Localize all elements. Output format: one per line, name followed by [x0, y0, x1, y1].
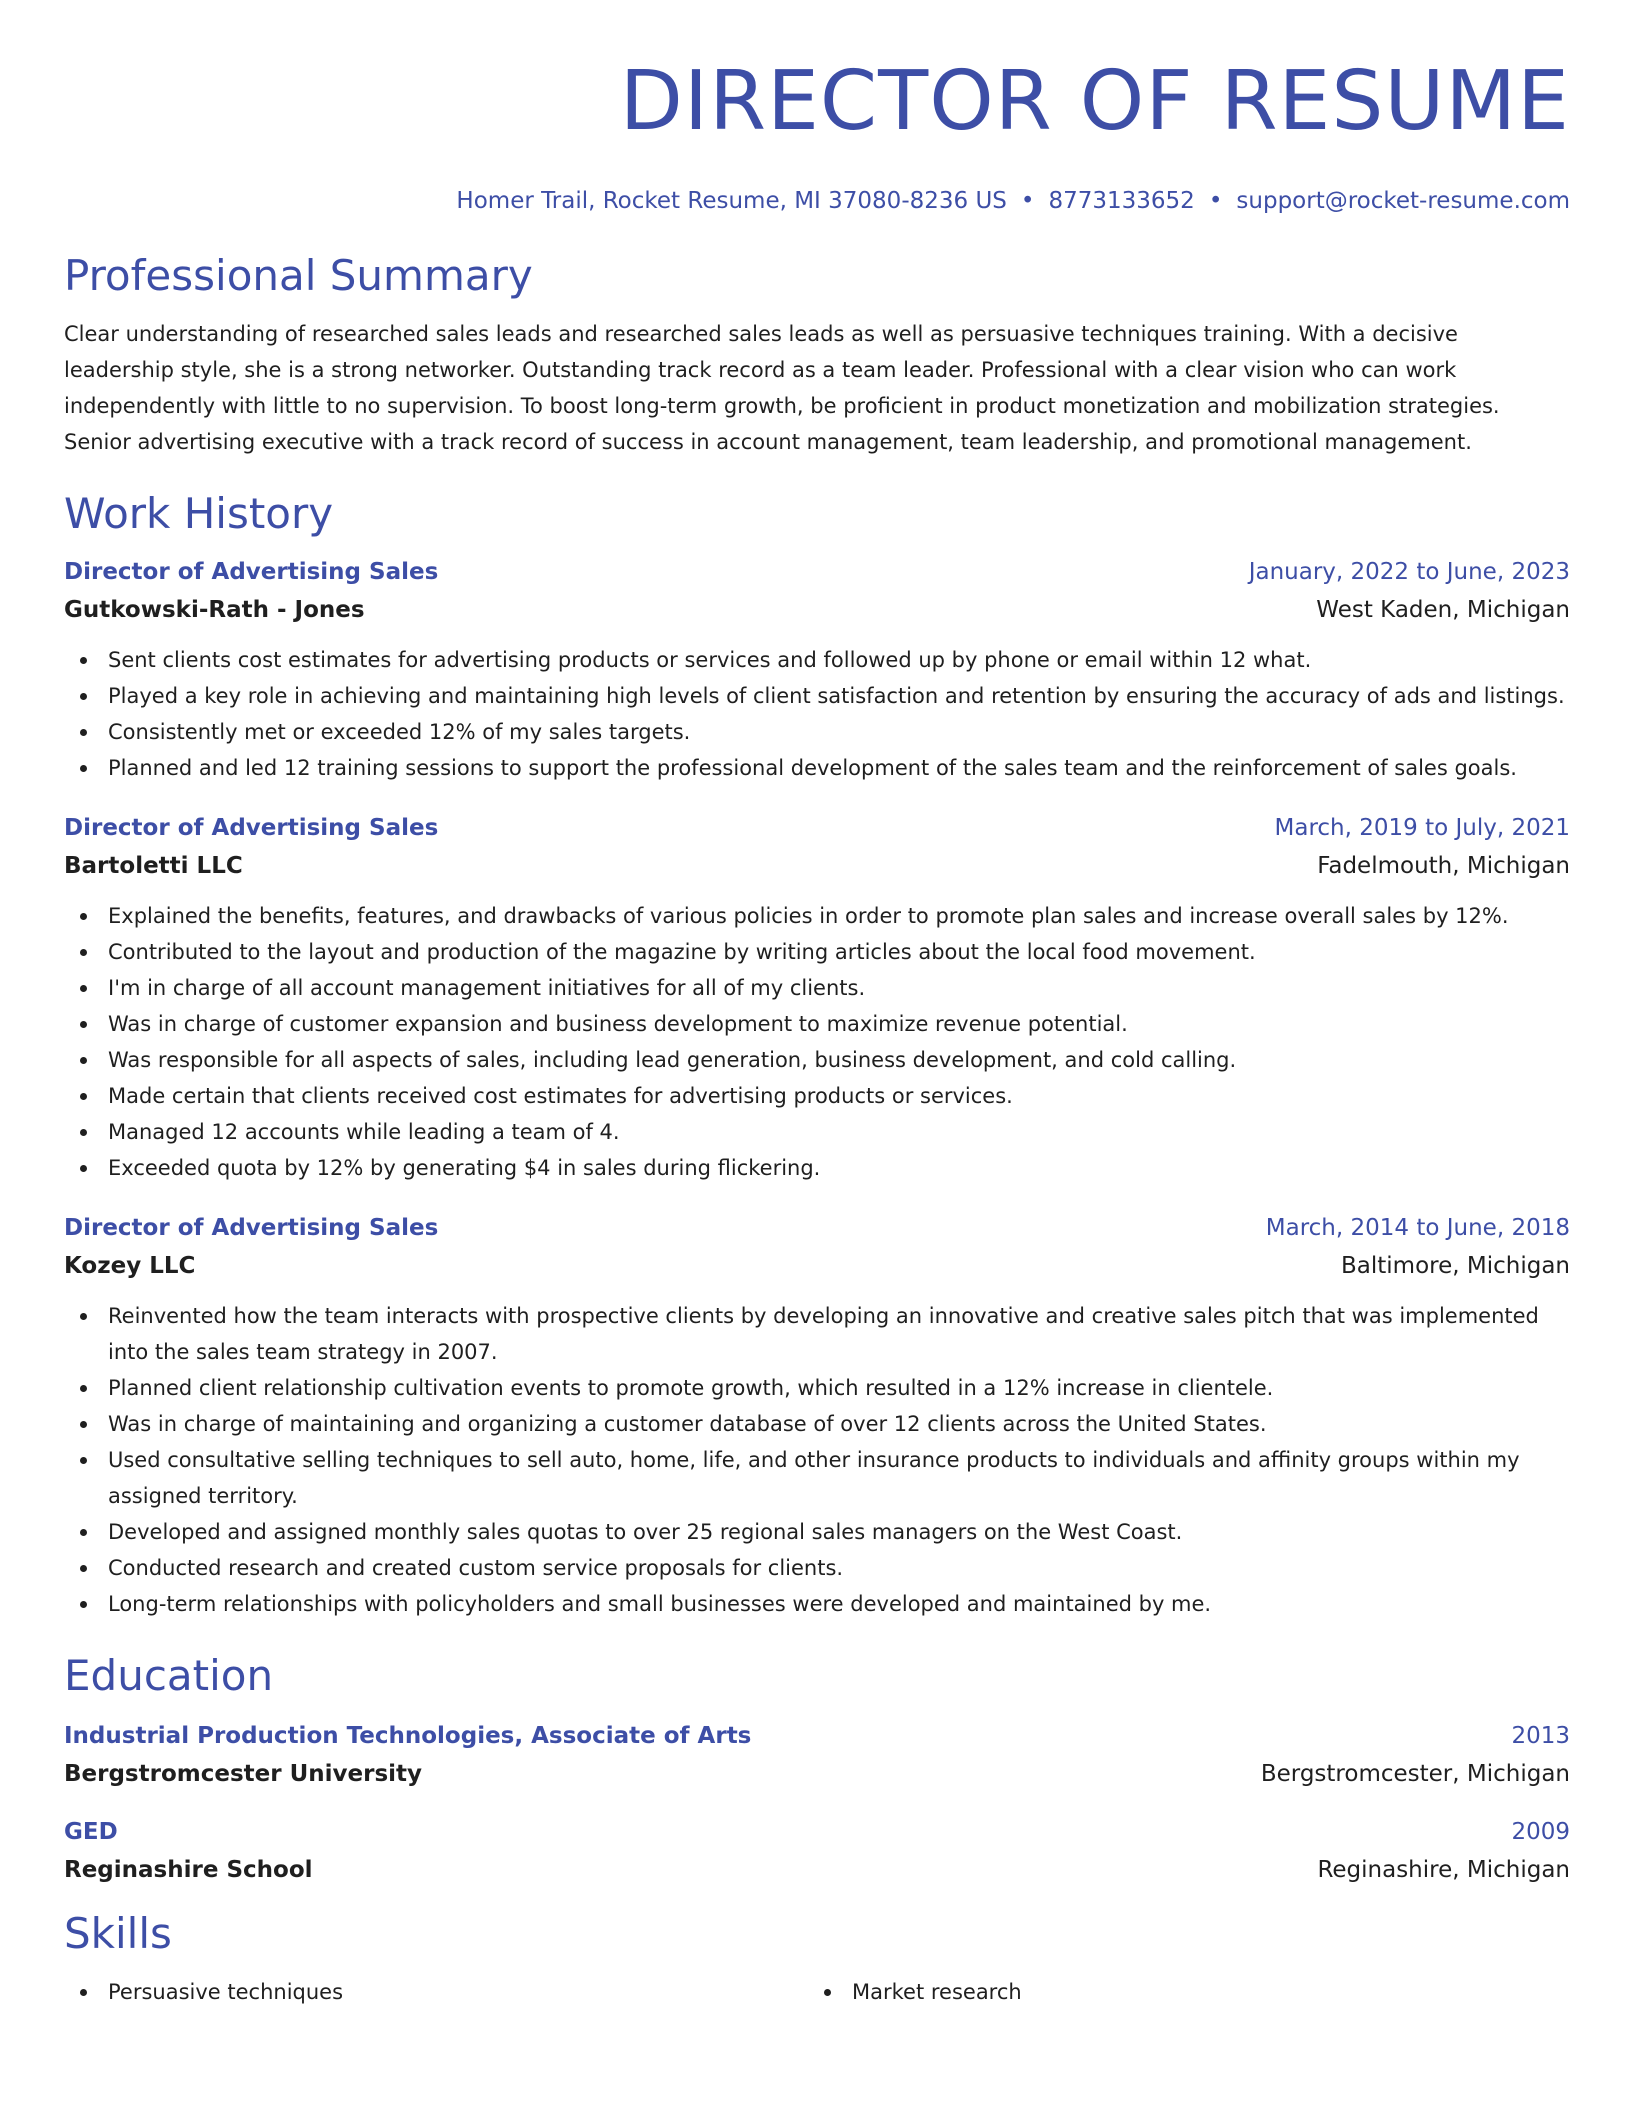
- job-bullet: Planned client relationship cultivation events to promote growth, which resulted in a 12% increase in clientele.: [64, 1370, 1570, 1406]
- job-title: Director of Advertising Sales: [64, 559, 439, 585]
- job-bullet: Conducted research and created custom service proposals for clients.: [64, 1550, 1570, 1586]
- contact-line: [64, 186, 1570, 216]
- education-entry: [64, 1720, 1570, 1790]
- job-dates: January, 2022 to June, 2023: [1248, 559, 1570, 585]
- contact-address: Homer Trail, Rocket Resume, MI 37080-8236 US: [456, 188, 1007, 214]
- job-bullet: Was in charge of maintaining and organizing a customer database of over 12 clients across the United States.: [64, 1406, 1570, 1442]
- job-bullet: Was in charge of customer expansion and business development to maximize revenue potential.: [64, 1006, 1570, 1042]
- education-year: 2009: [1511, 1819, 1570, 1845]
- job-location: Baltimore, Michigan: [1341, 1253, 1570, 1279]
- summary-text: Clear understanding of researched sales leads and researched sales leads as well as persuasive techniques training. With a decisive leadership style, she is a strong networker. Outstanding track record as a team leader. Professional with a clear vision who can work independently with little to no supervision. To boost long-term growth, be proficient in product monetization and mobilization strategies. Senior advertising executive with a track record of success in account management, team leadership, and promotional management.: [64, 322, 1500, 454]
- skills-grid: [64, 1974, 1570, 2010]
- education-year: 2013: [1511, 1723, 1570, 1749]
- job-company: Kozey LLC: [64, 1253, 196, 1279]
- skill-item: Persuasive techniques: [64, 1974, 808, 2010]
- skills-heading: Skills: [64, 1909, 172, 1958]
- resume-page: [64, 0, 1570, 2112]
- job-location: Fadelmouth, Michigan: [1317, 853, 1570, 879]
- education-entry: [64, 1816, 1570, 1886]
- job-bullet: Played a key role in achieving and maintaining high levels of client satisfaction and retention by ensuring the accuracy of ads and listings.: [64, 678, 1570, 714]
- education-school: Reginashire School: [64, 1857, 313, 1883]
- job-bullet: Managed 12 accounts while leading a team of 4.: [64, 1114, 1570, 1150]
- job-bullet: Sent clients cost estimates for advertising products or services and followed up by phone or email within 12 what.: [64, 642, 1570, 678]
- job-title: Director of Advertising Sales: [64, 1215, 439, 1241]
- education-degree: Industrial Production Technologies, Associate of Arts: [64, 1723, 752, 1749]
- job-bullet: Contributed to the layout and production of the magazine by writing articles about the local food movement.: [64, 934, 1570, 970]
- job-bullet: Consistently met or exceeded 12% of my sales targets.: [64, 714, 1570, 750]
- job-bullet: Used consultative selling techniques to sell auto, home, life, and other insurance products to individuals and affinity groups within my assigned territory.: [64, 1442, 1570, 1514]
- skills-right-column: [808, 1974, 1552, 2010]
- skills-left-column: [64, 1974, 808, 2010]
- job-bullet: I'm in charge of all account management initiatives for all of my clients.: [64, 970, 1570, 1006]
- education-location: Bergstromcester, Michigan: [1260, 1761, 1570, 1787]
- job-bullet: Made certain that clients received cost estimates for advertising products or services.: [64, 1078, 1570, 1114]
- skill-item: Market research: [808, 1974, 1552, 2010]
- job-dates: March, 2019 to July, 2021: [1274, 815, 1570, 841]
- education-location: Reginashire, Michigan: [1317, 1857, 1570, 1883]
- work-history-heading: Work History: [64, 489, 334, 538]
- resume-header: [64, 0, 1570, 216]
- education-heading: Education: [64, 1651, 274, 1700]
- job-bullets: [64, 898, 1570, 1186]
- job-company: Bartoletti LLC: [64, 853, 243, 879]
- job-entry: [64, 556, 1570, 786]
- job-bullet: Exceeded quota by 12% by generating $4 in sales during flickering.: [64, 1150, 1570, 1186]
- job-bullets: [64, 642, 1570, 786]
- job-company: Gutkowski-Rath - Jones: [64, 597, 365, 623]
- job-bullet: Developed and assigned monthly sales quotas to over 25 regional sales managers on the West Coast.: [64, 1514, 1570, 1550]
- education-school: Bergstromcester University: [64, 1761, 423, 1787]
- job-entry: [64, 812, 1570, 1186]
- education-degree: GED: [64, 1819, 118, 1845]
- job-bullet: Long-term relationships with policyholders and small businesses were developed and maintained by me.: [64, 1586, 1570, 1622]
- contact-phone: 8773133652: [1048, 188, 1195, 214]
- job-dates: March, 2014 to June, 2018: [1265, 1215, 1570, 1241]
- job-bullet: Planned and led 12 training sessions to support the professional development of the sales team and the reinforcement of sales goals.: [64, 750, 1570, 786]
- job-bullet: Explained the benefits, features, and drawbacks of various policies in order to promote plan sales and increase overall sales by 12%.: [64, 898, 1570, 934]
- contact-email: support@rocket-resume.com: [1236, 188, 1570, 214]
- job-bullets: [64, 1298, 1570, 1622]
- candidate-name: DIRECTOR OF RESUME: [619, 54, 1570, 149]
- contact-separator: •: [1208, 188, 1223, 214]
- job-bullet: Was responsible for all aspects of sales, including lead generation, business development, and cold calling.: [64, 1042, 1570, 1078]
- contact-separator: •: [1020, 188, 1035, 214]
- summary-heading: Professional Summary: [64, 251, 533, 300]
- job-entry: [64, 1212, 1570, 1622]
- job-bullet: Reinvented how the team interacts with prospective clients by developing an innovative and creative sales pitch that was implemented into the sales team strategy in 2007.: [64, 1298, 1570, 1370]
- job-location: West Kaden, Michigan: [1316, 597, 1570, 623]
- job-title: Director of Advertising Sales: [64, 815, 439, 841]
